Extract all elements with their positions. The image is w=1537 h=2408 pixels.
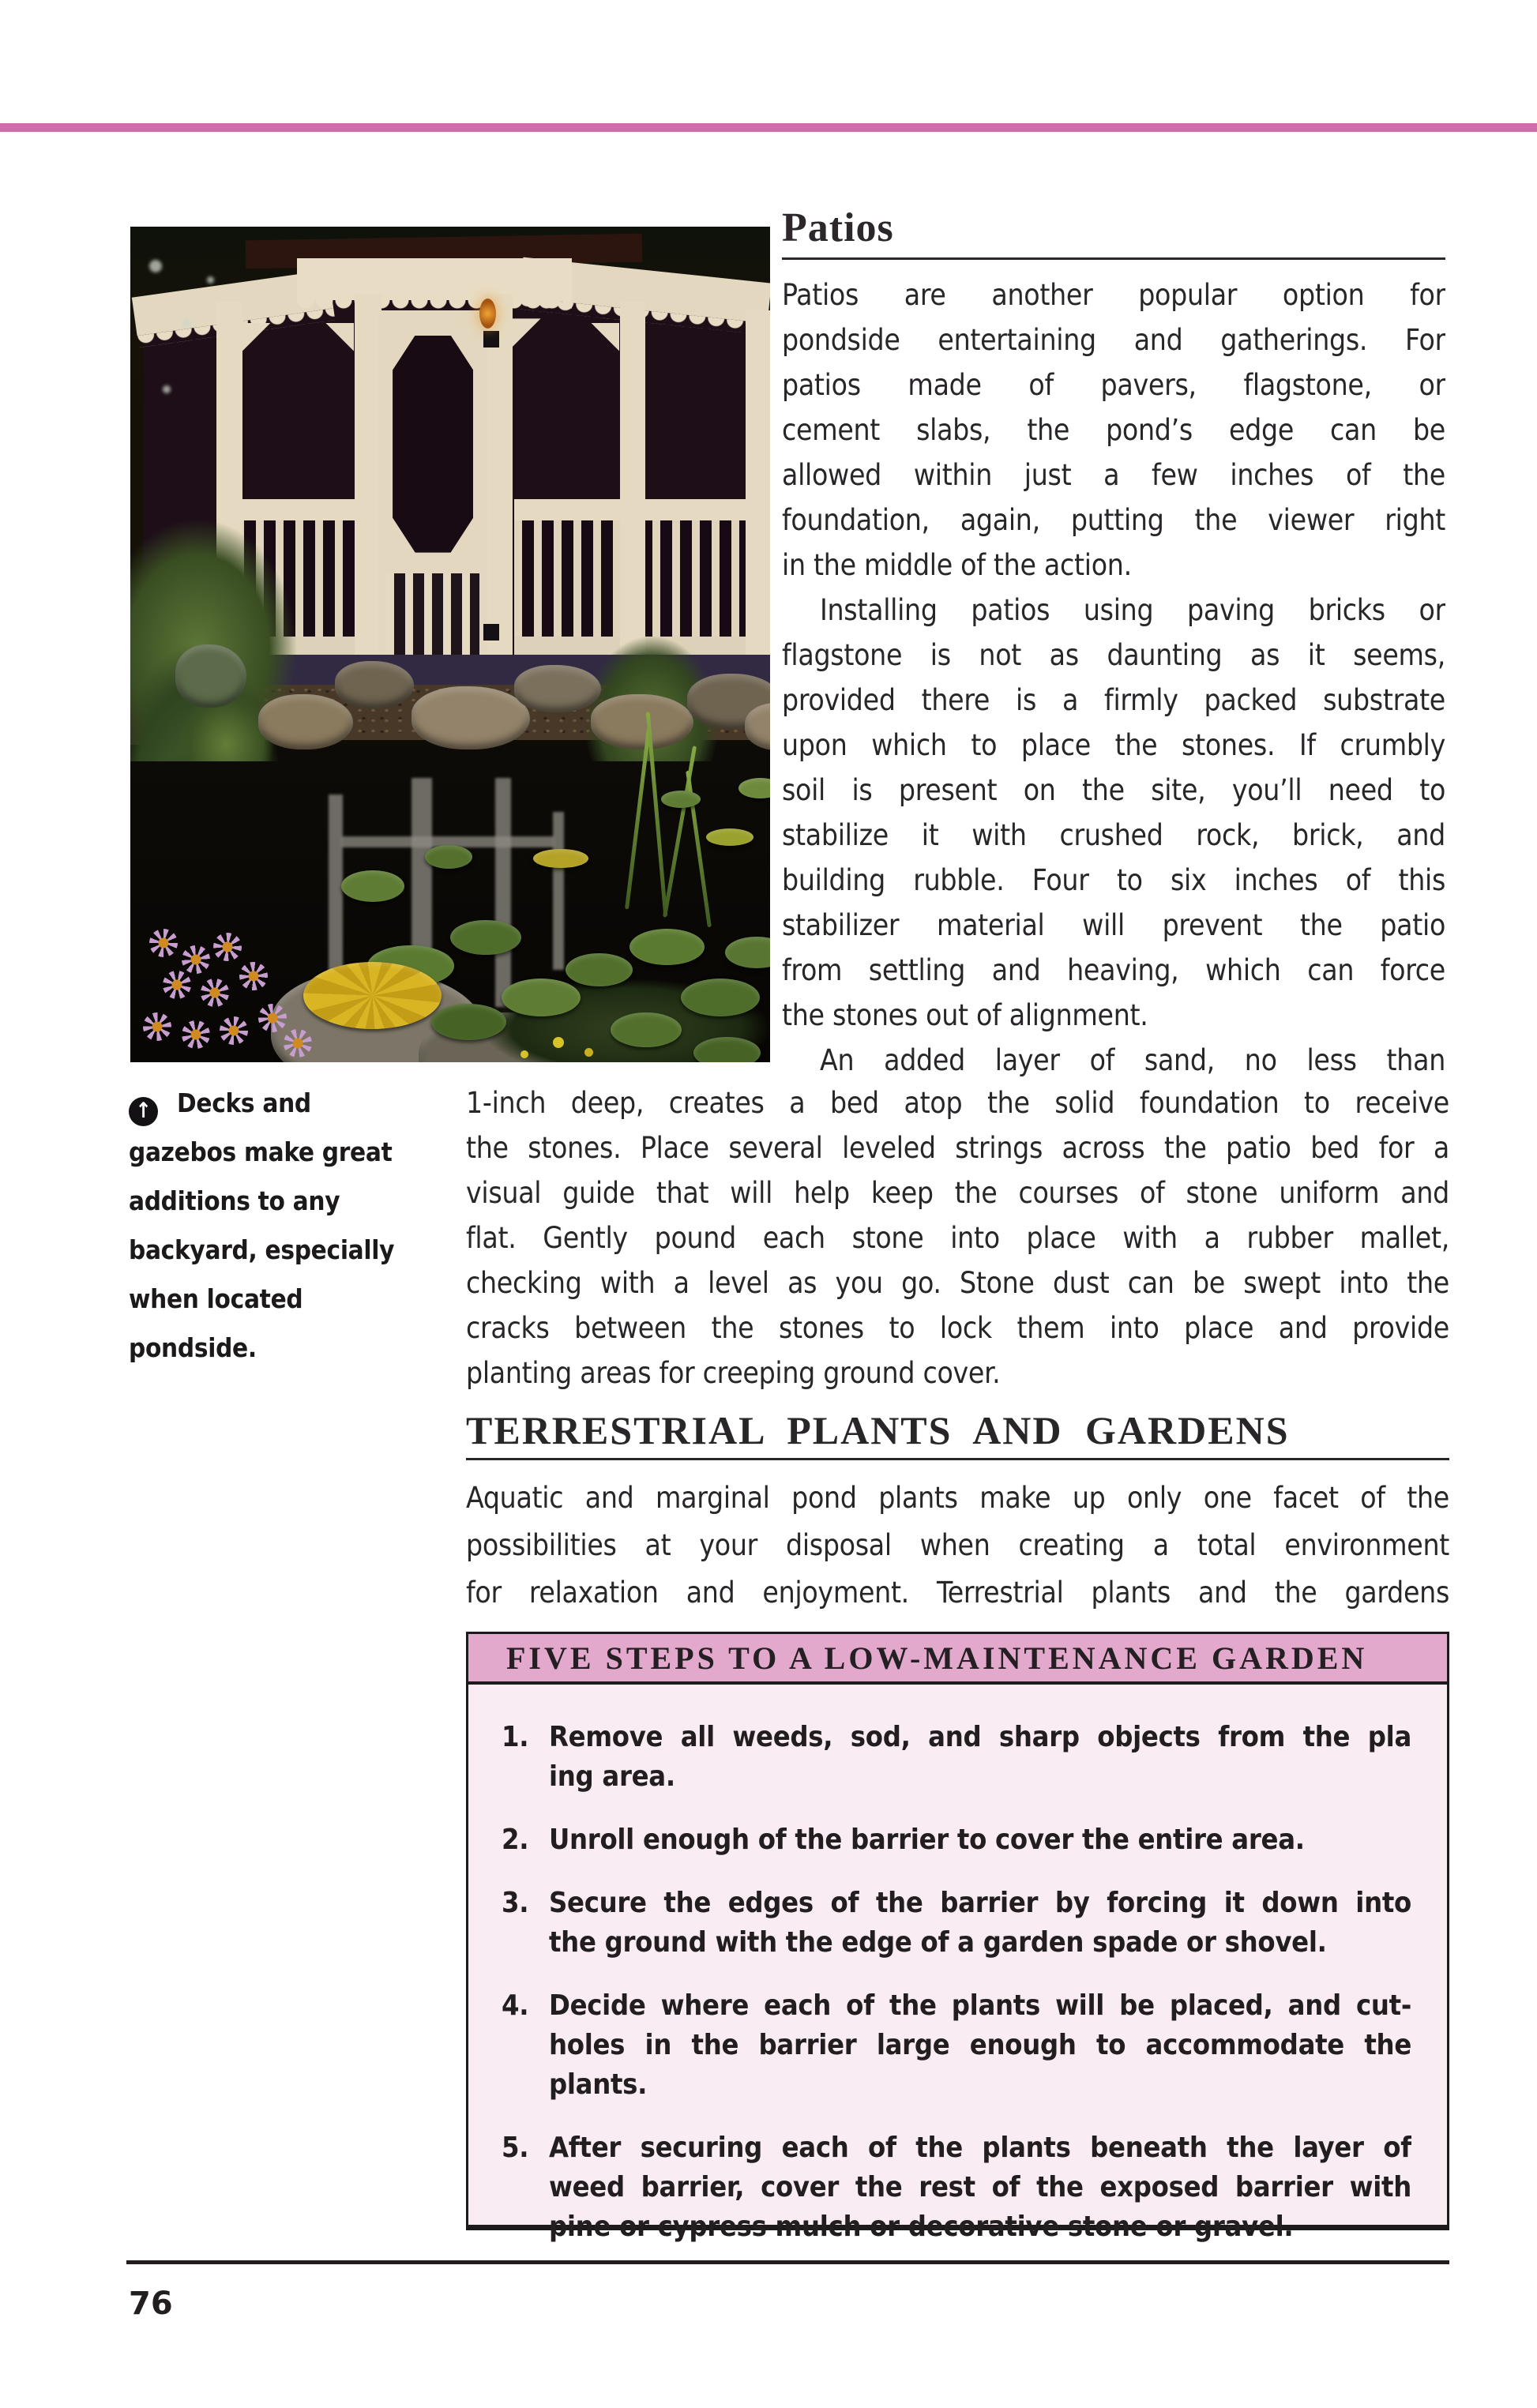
rock-decor [175,644,246,708]
list-item [502,2128,1411,2247]
footer-rule [126,2260,1449,2264]
terrestrial-heading-rule [466,1458,1449,1460]
coneflower-decor [208,927,248,967]
text-line: holes in the barrier large enough to accommodate the [549,2029,1411,2061]
list-item-number: 1. [502,1721,529,1753]
photo-decor-layer [130,227,770,1062]
list-item-number: 3. [502,1887,529,1919]
coneflower-decor [214,1010,254,1050]
forest-light-decor [182,318,191,328]
text-line: After securing each of the plants beneath the layer of [549,2132,1411,2164]
text-line: the ground with the edge of a garden spade or shovel. [549,1926,1327,1959]
patios-section [782,204,1445,1083]
list-item-number: 2. [502,1824,529,1856]
list-item-text [549,1718,1411,1797]
lily-pad-decor [450,920,521,955]
text-line: Remove all weeds, sod, and sharp objects from the pla [549,1721,1411,1753]
text-line: visual guide that will help keep the courses of stone uniform and [466,1176,1449,1210]
forest-light-decor [149,260,162,272]
five-steps-title: FIVE STEPS TO A LOW-MAINTENANCE GARDEN [468,1634,1447,1685]
lily-pad-decor [661,791,701,808]
coneflower-decor [179,1017,213,1052]
text-line: building rubble. Four to six inches of this [782,863,1445,897]
patios-paragraph-2 [782,588,1445,1038]
heading-rule [782,257,1445,260]
text-line: cracks between the stones to lock them into place and provide [466,1311,1449,1345]
five-steps-list [468,1685,1447,2247]
list-item-number: 4. [502,1989,529,2022]
reflection-decor [329,795,343,992]
text-line: 1-inch deep, creates a bed atop the solid foundation to receive [466,1086,1449,1120]
text-line: plants. [549,2068,648,2101]
reflection-decor [495,778,511,1007]
text-line: provided there is a firmly packed substrate [782,683,1445,717]
text-line: flat. Gently pound each stone into place with a rubber mallet, [466,1221,1449,1255]
patios-paragraph-1 [782,272,1445,588]
caption-line: additions to any [129,1185,340,1216]
coneflower-decor [195,973,235,1012]
text-line: weed barrier, cover the rest of the exposed barrier with [549,2171,1411,2203]
lily-pad-decor [706,828,753,846]
text-line: for relaxation and enjoyment. Terrestrial plants and the gardens [466,1576,1449,1610]
text-line: stabilizer material will prevent the patio [782,908,1445,942]
caption-line [129,1079,453,1128]
forest-light-decor [163,385,171,393]
top-accent-bar [0,123,1537,132]
list-item [502,1718,1411,1797]
rock-decor [591,694,693,749]
caption-text: Decks and [177,1088,311,1118]
grass-blade-decor [625,728,651,909]
terrestrial-section [466,1407,1449,1617]
text-line: Unroll enough of the barrier to cover the entire area. [549,1824,1305,1856]
text-line: cement slabs, the pond’s edge can be [782,413,1445,447]
gazebo-brace-decor [325,323,354,351]
lily-pad-decor [611,1012,682,1047]
coneflower-decor [160,968,194,1001]
text-line: foundation, again, putting the viewer right [782,503,1445,537]
text-line: from settling and heaving, which can force [782,953,1445,987]
five-steps-box [466,1632,1449,2243]
text-line: soil is present on the site, you’ll need to [782,773,1445,807]
text-line: the stones out of alignment. [782,998,1148,1032]
rock-decor [411,686,530,749]
caption-line: backyard, especially [129,1234,395,1265]
yellow-leaf-decor [303,962,442,1029]
page-number: 76 [129,2286,173,2322]
text-line: flagstone is not as daunting as it seems, [782,638,1445,672]
rock-decor [514,665,601,712]
text-line: patios made of pavers, flagstone, or [782,368,1445,402]
list-item [502,1986,1411,2105]
lily-pad-decor [425,845,472,869]
list-item-text [549,1884,1411,1963]
up-arrow-icon: ↑ [129,1097,158,1126]
caption-line: gazebos make great [129,1136,393,1167]
text-line: ing area. [549,1760,675,1793]
gazebo-brace-decor [242,323,271,351]
lily-pad-decor [502,979,581,1016]
forest-light-decor [207,276,214,284]
gazebo-pond-photo [130,227,770,1062]
yellow-flower-decor [553,1037,564,1048]
coneflower-decor [234,956,272,995]
text-line: stabilize it with crushed rock, brick, and [782,818,1445,852]
gazebo-brace-decor [591,323,619,351]
caption-line: when located [129,1283,303,1314]
coneflower-decor [149,929,178,957]
list-item-number: 5. [502,2132,529,2164]
text-line: the stones. Place several leveled strings across the patio bed for a [466,1131,1449,1165]
lily-pad-decor [681,979,760,1016]
gazebo-brace-decor [513,318,541,347]
photo-caption [129,1079,453,1373]
terrestrial-heading: TERRESTRIAL PLANTS AND GARDENS [466,1408,1290,1452]
patios-paragraph-3-start [782,1038,1445,1083]
text-line: possibilities at your disposal when creating a total environment [466,1528,1449,1562]
patios-paragraph-3-continued [466,1080,1449,1396]
text-line: pine or cypress mulch or decorative stone or gravel. [549,2211,1294,2243]
patios-paragraph-3-body [466,1080,1449,1396]
text-line: Installing patios using paving bricks or [820,593,1445,627]
list-item [502,1884,1411,1963]
terrestrial-paragraph [466,1474,1449,1617]
text-line: Decide where each of the plants will be placed, and cut- [549,1989,1411,2022]
list-item [502,1820,1411,1860]
coneflower-decor [139,1008,175,1044]
text-line: Secure the edges of the barrier by forcing it down into [549,1887,1411,1919]
text-line: An added layer of sand, no less than [820,1043,1445,1077]
text-line: Aquatic and marginal pond plants make up only one facet of the [466,1481,1449,1515]
text-line: checking with a level as you go. Stone dust can be swept into the [466,1266,1449,1300]
lily-pad-decor [341,870,404,902]
text-line: Patios are another popular option for [782,278,1445,312]
grass-blade-decor [662,746,696,918]
text-line: planting areas for creeping ground cover. [466,1356,1001,1390]
reflection-decor [553,812,564,970]
lily-pad-decor [693,1037,761,1062]
lily-pad-decor [431,1004,506,1040]
list-item-text [549,1820,1411,1860]
lily-pad-decor [738,778,771,798]
rock-decor [258,694,353,749]
text-line: upon which to place the stones. If crumbly [782,728,1445,762]
lily-pad-decor [533,849,588,868]
patios-heading: Patios [782,205,894,250]
lily-pad-decor [629,929,705,965]
text-line: in the middle of the action. [782,548,1132,582]
caption-line: pondside. [129,1332,257,1363]
text-line: allowed within just a few inches of the [782,458,1445,492]
lily-pad-decor [725,937,770,968]
list-item-text [549,2128,1411,2247]
rock-decor [335,661,414,708]
text-line: pondside entertaining and gatherings. For [782,323,1445,357]
list-item-text [549,1986,1411,2105]
